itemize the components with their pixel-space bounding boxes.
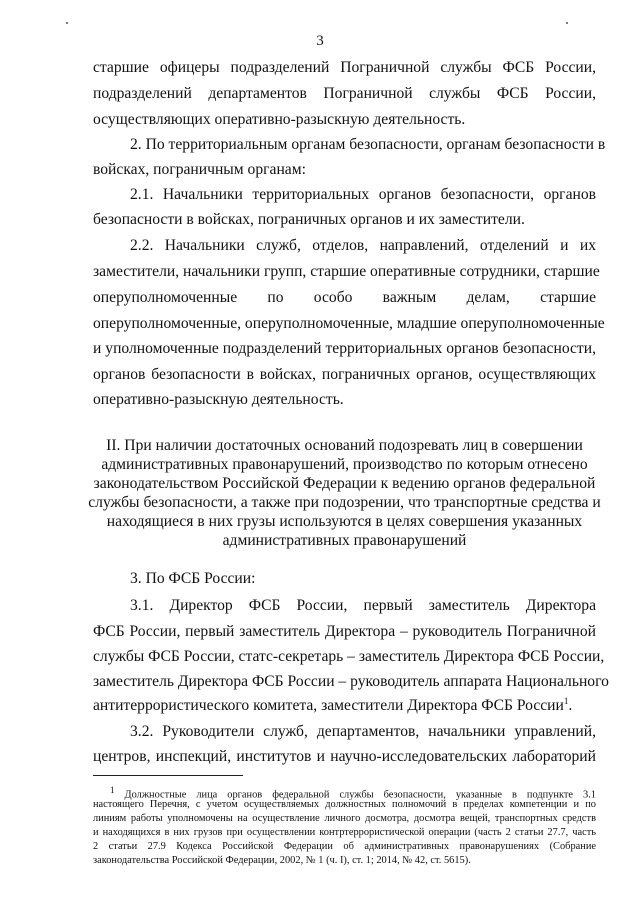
text-line [93, 696, 596, 715]
footnote-text: Должностные лица органов федеральной службы безопасности, указанные в подпункте 3.1 [124, 789, 596, 801]
scan-speck [566, 22, 568, 24]
footnote-line: линиям работы уполномочены на осуществление личного досмотра, досмотра вещей, транспортных средств [93, 813, 596, 824]
footnote-line: 2 статьи 27.9 Кодекса Российской Федерации об административных правонарушениях (Собрание [93, 841, 596, 852]
section-heading-line: находящиеся в них грузы используются в целях совершения указанных [106, 513, 583, 530]
section-heading-line: административных правонарушений, производство по которым отнесено [101, 456, 588, 473]
footnote-marker: 1 [110, 785, 115, 795]
text-line: 2. По территориальным органам безопасности, органам безопасности в [130, 136, 606, 153]
text-line: старшие офицеры подразделений Пограничной службы ФСБ России, [93, 59, 596, 76]
text-line: безопасности в войсках, пограничных органов и их заместители. [93, 211, 525, 228]
text-line: 3. По ФСБ России: [130, 570, 256, 587]
text-line: заместитель Директора ФСБ России – руководитель аппарата Национального [93, 673, 609, 690]
page-number: 3 [316, 33, 324, 49]
text-line: ФСБ России, первый заместитель Директора – руководитель Пограничной [93, 623, 596, 640]
footnote-divider [93, 775, 243, 776]
section-heading-line: законодательством Российской Федерации к ведению органов федеральной [93, 475, 596, 492]
scan-speck [66, 22, 68, 24]
footnote-reference[interactable]: 1 [563, 696, 569, 706]
text-line: и уполномоченные подразделений территориальных органов безопасности, [93, 340, 596, 357]
section-heading-line: II. При наличии достаточных оснований подозревать лиц в совершении [106, 437, 583, 454]
section-heading-line: административных правонарушений [222, 532, 467, 549]
text-line: 3.2. Руководители служб, департаментов, начальники управлений, [130, 723, 596, 740]
text-line: осуществляющих оперативно-разыскную деятельность. [93, 111, 466, 128]
text-line-content: антитеррористического комитета, заместители Директора ФСБ России [93, 697, 564, 715]
footnote-line: и находящихся в них грузов при осуществлении контртеррористической операции (часть 2 статьи 27.7, часть [93, 827, 596, 838]
text-line: 2.2. Начальники служб, отделов, направлений, отделений и их [130, 237, 596, 254]
section-heading-line: службы безопасности, а также при подозрении, что транспортные средства и [88, 494, 601, 511]
text-line: заместители, начальники групп, старшие оперативные сотрудники, старшие [93, 263, 600, 280]
sentence-end: . [568, 697, 573, 715]
text-line: 2.1. Начальники территориальных органов безопасности, органов [130, 186, 596, 203]
text-line: органов безопасности в войсках, пограничных органов, осуществляющих [93, 366, 596, 383]
text-line: войсках, пограничным органам: [93, 161, 306, 178]
footnote-line: законодательства Российской Федерации, 2002, № 1 (ч. I), ст. 1; 2014, № 42, ст. 5615). [93, 855, 471, 866]
text-line: подразделений департаментов Пограничной службы ФСБ России, [93, 85, 596, 102]
text-line: оперуполномоченные по особо важным делам, старшие [93, 289, 596, 306]
text-line: службы ФСБ России, статс-секретарь – заместитель Директора ФСБ России, [93, 648, 605, 665]
text-line: 3.1. Директор ФСБ России, первый заместитель Директора [130, 597, 596, 614]
footnote-line: настоящего Перечня, с учетом осуществляемых должностных полномочий в пределах компетенции и по [93, 799, 596, 810]
text-line: оперативно-разыскную деятельность. [93, 391, 344, 408]
text-line: центров, инспекций, институтов и научно-исследовательских лабораторий [93, 748, 596, 765]
text-line: оперуполномоченные, оперуполномоченные, младшие оперуполномоченные [93, 315, 605, 332]
